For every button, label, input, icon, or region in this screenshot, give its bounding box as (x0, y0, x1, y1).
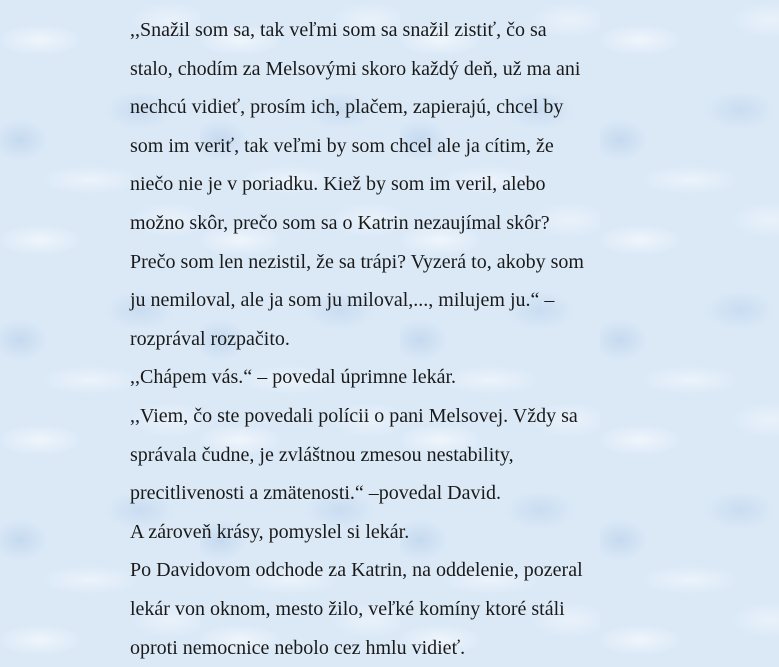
text-line: možno skôr, prečo som sa o Katrin nezaujímal skôr? (130, 211, 550, 234)
text-line: precitlivenosti a zmätenosti.“ –povedal David. (130, 482, 501, 505)
text-line: Po Davidovom odchode za Katrin, na oddelenie, pozeral (130, 559, 583, 582)
text-line: ,,Chápem vás.“ – povedal úprimne lekár. (130, 366, 457, 389)
text-line: nechcú vidieť, prosím ich, plačem, zapierajú, chcel by (130, 96, 564, 119)
text-line: A zároveň krásy, pomyslel si lekár. (130, 520, 410, 543)
text-line: stalo, chodím za Melsovými skoro každý deň, už ma ani (130, 57, 581, 80)
text-line: som im veriť, tak veľmi by som chcel ale ja cítim, že (130, 134, 554, 157)
text-line: oproti nemocnice nebolo cez hmlu vidieť. (130, 636, 466, 659)
text-line: ju nemiloval, ale ja som ju miloval,..., milujem ju.“ – (130, 289, 555, 312)
text-line: ,,Snažil som sa, tak veľmi som sa snažil zistiť, čo sa (130, 19, 547, 41)
text-line: ,,Viem, čo ste povedali polícii o pani Melsovej. Vždy sa (130, 404, 578, 427)
text-line: niečo nie je v poriadku. Kiež by som im veril, alebo (130, 173, 546, 196)
text-line: lekár von oknom, mesto žilo, veľké komíny ktoré stáli (130, 597, 565, 620)
text-line: rozprával rozpačito. (130, 327, 290, 350)
story-text (130, 11, 730, 667)
text-line: správala čudne, je zvláštnou zmesou nestability, (130, 443, 514, 466)
text-line: Prečo som len nezistil, že sa trápi? Vyzerá to, akoby som (130, 250, 584, 273)
